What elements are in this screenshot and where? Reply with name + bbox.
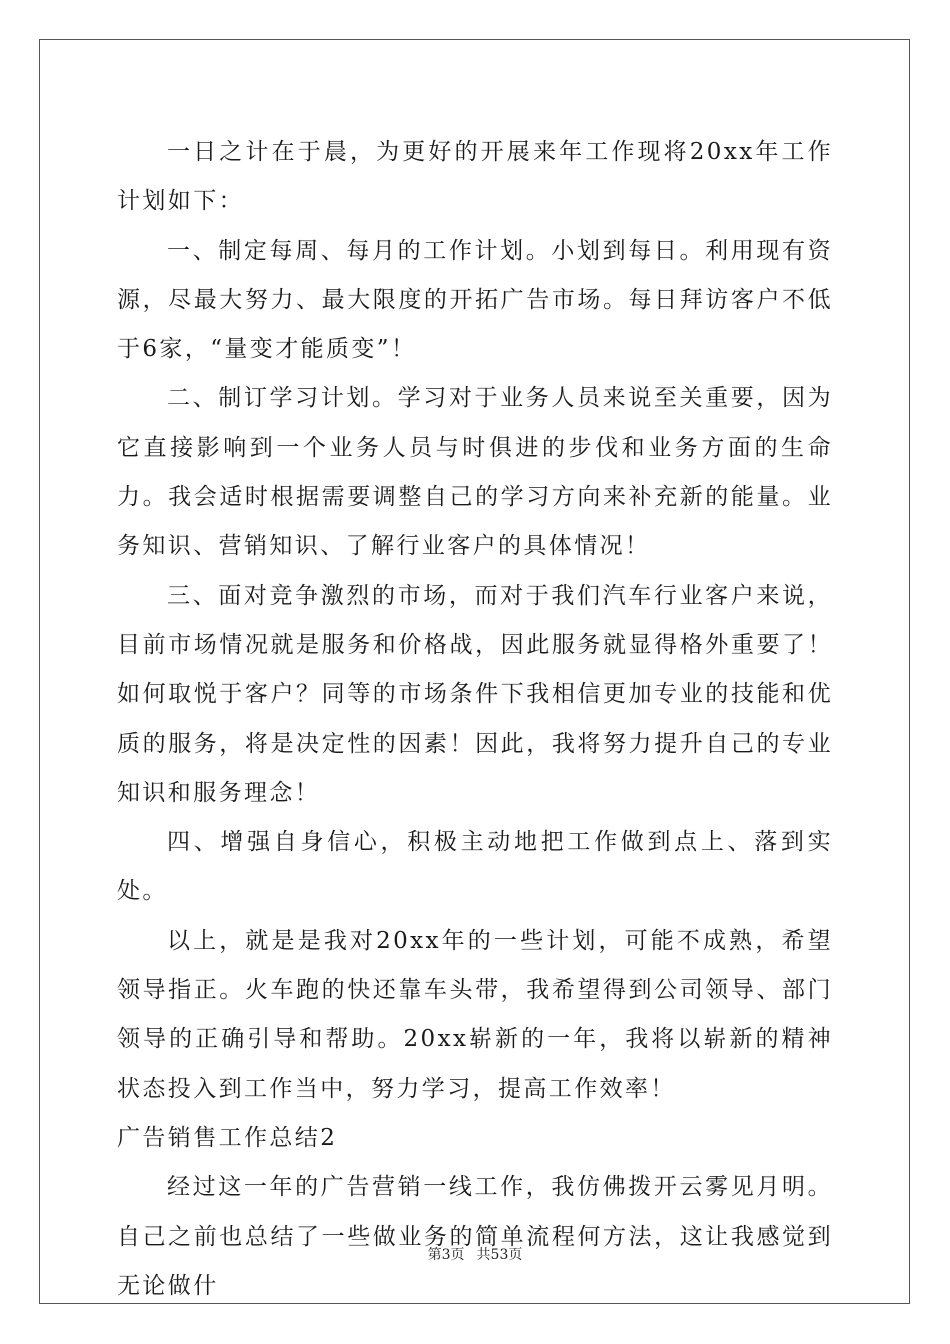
section-heading: 广告销售工作总结2 (117, 1124, 338, 1151)
paragraph-intro: 一日之计在于晨，为更好的开展来年工作现将20xx年工作计划如下： (117, 139, 833, 215)
paragraph-plan-3: 三、面对竞争激烈的市场，而对于我们汽车行业客户来说，目前市场情况就是服务和价格战，因此服务就显得格外重要了！如何取悦于客户？同等的市场条件下我相信更加专业的技能和优质的服务，将是决定性的因素！因此，我将努力提升自己的专业知识和服务理念！ (117, 582, 833, 806)
page-total: 共53页 (476, 1247, 523, 1263)
document-body (117, 128, 833, 1311)
paragraph-conclusion: 以上，就是是我对20xx年的一些计划，可能不成熟，希望领导指正。火车跑的快还靠车头带，我希望得到公司领导、部门领导的正确引导和帮助。20xx崭新的一年，我将以崭新的精神状态投入到工作当中，努力学习，提高工作效率！ (117, 927, 833, 1102)
paragraph-plan-4: 四、增强自身信心，积极主动地把工作做到点上、落到实处。 (117, 829, 833, 905)
paragraph-section-start: 经过这一年的广告营销一线工作，我仿佛拨开云雾见月明。自己之前也总结了一些做业务的简单流程何方法，这让我感觉到无论做什 (117, 1174, 833, 1299)
page-footer (0, 1246, 950, 1264)
page-number: 第3页 (427, 1247, 465, 1263)
paragraph-plan-2: 二、制订学习计划。学习对于业务人员来说至关重要，因为它直接影响到一个业务人员与时俱进的步伐和业务方面的生命力。我会适时根据需要调整自己的学习方向来补充新的能量。业务知识、营销知识、了解行业客户的具体情况！ (117, 385, 833, 560)
paragraph-plan-1: 一、制定每周、每月的工作计划。小划到每日。利用现有资源，尽最大努力、最大限度的开拓广告市场。每日拜访客户不低于6家，“量变才能质变”！ (117, 237, 833, 363)
